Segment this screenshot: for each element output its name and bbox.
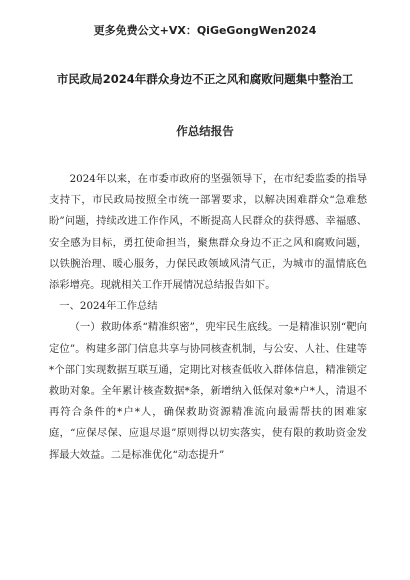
section-heading: 一、2024年工作总结 — [59, 300, 158, 313]
document-title-line2: 作总结报告 — [176, 124, 234, 138]
document-title-line1: 市民政局2024年群众身边不正之风和腐败问题集中整治工 — [56, 72, 354, 86]
intro-paragraph: 2024年以来，在市委市政府的坚强领导下，在市纪委监委的指导支持下，市民政局按照全市统一部署要求，以解决困难群众“急难愁盼”问题，持续改进工作作风，不断提高人民群众的获得感、幸福感、安全感为目标，勇扛使命担当，聚焦群众身边不正之风和腐败问题，以铁腕治理、暖心服务，力保民政领域风清气正，为城市的温情底色添彩增亮。现就相关工作开展情况总结报告如下。 — [49, 173, 367, 292]
body-paragraph: （一）救助体系“精准织密”，兜牢民生底线。一是精准识别“靶向定位”。构建多部门信息共享与协同核查机制，与公安、人社、住建等*个部门实现数据互联互通，定期比对核查低收入群体信息，精准锁定救助对象。全年累计核查数据*条，新增纳入低保对象*户*人，清退不再符合条件的*户*人，确保救助资源精准流向最需帮扶的困难家庭，“应保尽保、应退尽退”原则得以切实落实，使有限的救助资金发挥最大效益。二是标准优化“动态提升” — [49, 321, 367, 461]
watermark-header: 更多免费公文+VX：QiGeGongWen2024 — [93, 24, 317, 37]
document-body — [49, 169, 367, 466]
